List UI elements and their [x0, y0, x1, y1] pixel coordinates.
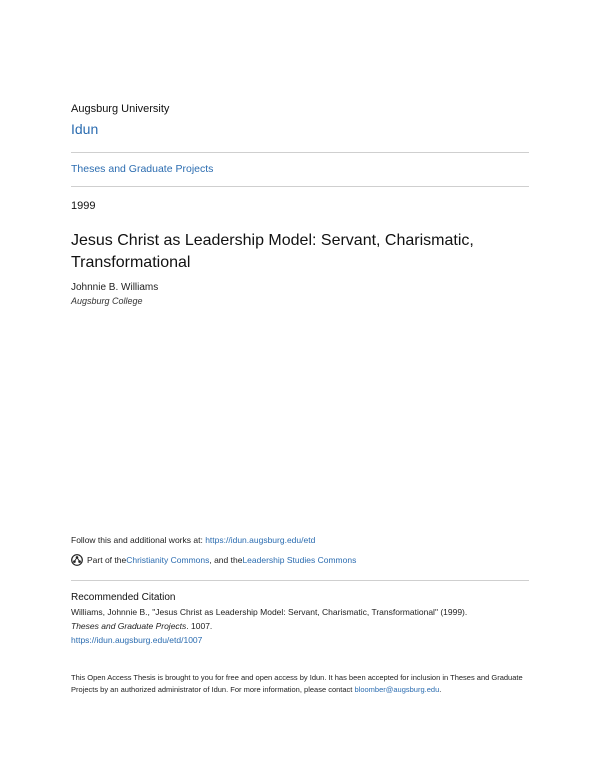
citation-number: . 1007.	[186, 621, 213, 631]
divider	[71, 580, 529, 581]
notice-text: This Open Access Thesis is brought to you for free and open access by Idun. It has been accepted for inclusion in Theses and Graduate Projects by an authorized administrator of Idun. For more information, please contact	[71, 673, 523, 694]
part-of-middle: , and the	[209, 555, 243, 565]
notice-end: .	[439, 684, 442, 694]
collection-link[interactable]: Theses and Graduate Projects	[71, 163, 214, 175]
follow-prefix: Follow this and additional works at:	[71, 535, 206, 545]
divider	[71, 186, 529, 187]
leadership-studies-commons-link[interactable]: Leadership Studies Commons	[242, 555, 357, 565]
citation-line: Williams, Johnnie B., "Jesus Christ as Leadership Model: Servant, Charismatic, Transformational" (1999).	[71, 607, 468, 617]
christianity-commons-link[interactable]: Christianity Commons	[126, 555, 210, 565]
institution-name: Augsburg University	[71, 103, 170, 115]
citation-source	[71, 621, 212, 631]
citation-url-link[interactable]: https://idun.augsburg.edu/etd/1007	[71, 635, 203, 645]
document-title: Jesus Christ as Leadership Model: Servant, Charismatic, Transformational	[71, 232, 474, 271]
part-of-prefix: Part of the	[87, 555, 127, 565]
citation-series: Theses and Graduate Projects	[71, 621, 187, 631]
follow-url-link[interactable]: https://idun.augsburg.edu/etd	[205, 535, 316, 545]
publication-year: 1999	[71, 200, 96, 212]
repository-link[interactable]: Idun	[71, 121, 99, 137]
author-name: Johnnie B. Williams	[71, 282, 159, 293]
part-of-line	[71, 554, 356, 566]
citation-heading: Recommended Citation	[71, 592, 176, 603]
divider	[71, 152, 529, 153]
author-affiliation: Augsburg College	[71, 296, 143, 306]
network-icon	[71, 554, 83, 566]
follow-line	[71, 535, 315, 545]
contact-email-link[interactable]: bloomber@augsburg.edu	[354, 684, 440, 694]
access-notice	[71, 672, 531, 695]
